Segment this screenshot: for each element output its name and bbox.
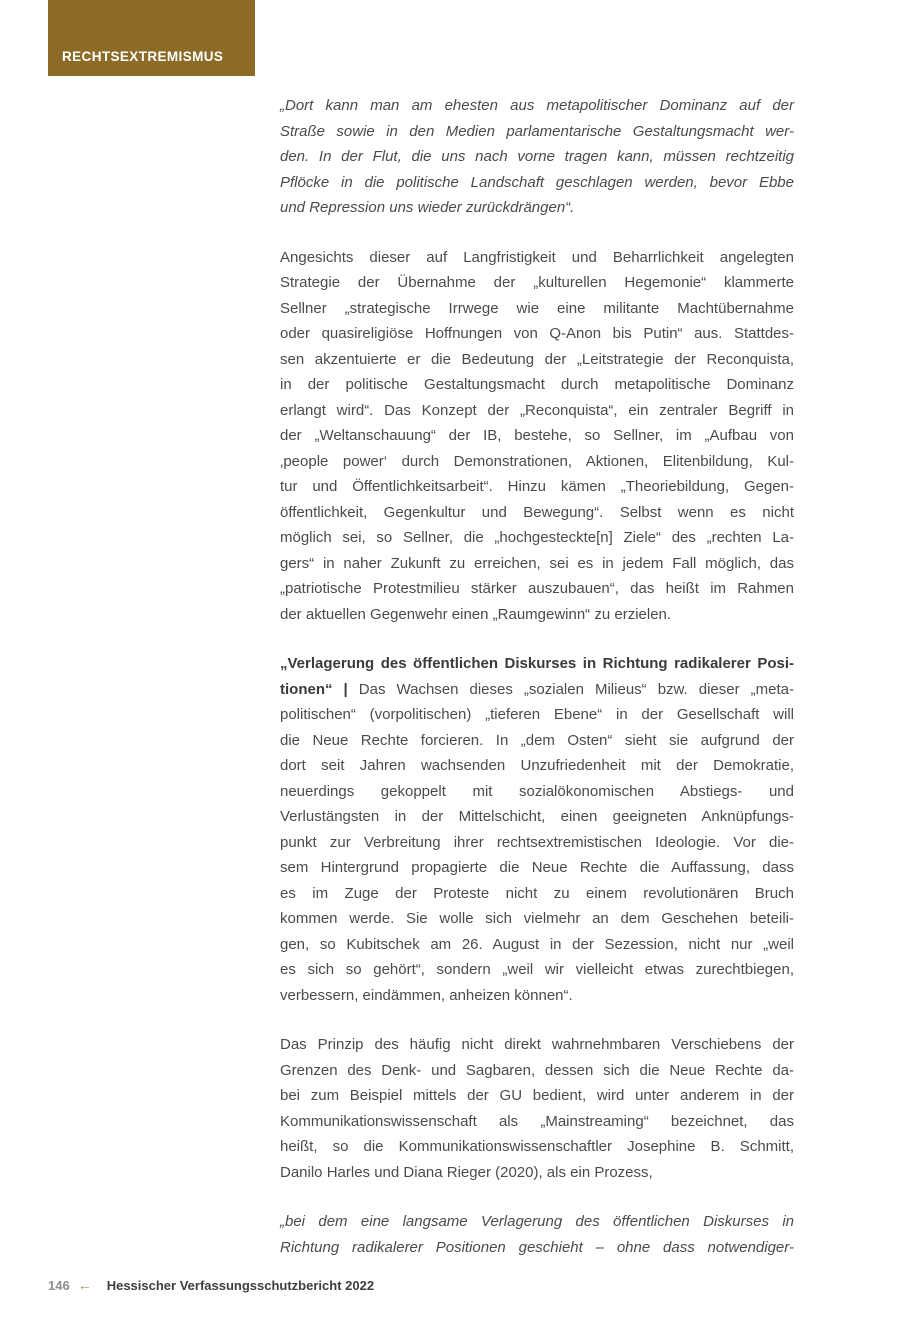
text-line: Grenzen des Denk- und Sagbaren, dessen sich die Neue Rechte da- <box>280 1061 794 1079</box>
text-line: erlangt wird“. Das Konzept der „Reconquista“, ein zentraler Begriff in <box>280 401 794 419</box>
text-line: dort seit Jahren wachsenden Unzufriedenheit mit der Demokratie, <box>280 757 794 774</box>
text-line: es im Zuge der Proteste nicht zu einem revolutionären Bruch <box>280 884 794 902</box>
text-line: Das Prinzip des häufig nicht direkt wahrnehmbaren Verschiebens der <box>280 1036 794 1053</box>
text-line: öffentlichkeit, Gegenkultur und Bewegung“. Selbst wenn es nicht <box>280 503 794 521</box>
text-line: punkt zur Verbreitung ihrer rechtsextremistischen Ideologie. Vor die- <box>280 833 794 851</box>
text-line <box>280 677 794 703</box>
text-line: kommen werde. Sie wolle sich vielmehr an dem Geschehen beteili- <box>280 910 794 927</box>
text-line: Straße sowie in den Medien parlamentarische Gestaltungsmacht wer- <box>280 122 794 140</box>
body-paragraphs <box>280 93 794 1284</box>
paragraph <box>280 1209 794 1260</box>
text-line: verbessern, eindämmen, anheizen können“. <box>280 986 573 1004</box>
text-line: Sellner „strategische Irrwege wie eine militante Machtübernahme <box>280 299 794 317</box>
text-line: die Neue Rechte forcieren. In „dem Osten“ sieht sie aufgrund der <box>280 731 794 749</box>
text-line: „Dort kann man am ehesten aus metapolitischer Dominanz auf der <box>280 97 794 114</box>
text-line: in der politische Gestaltungsmacht durch metapolitische Dominanz <box>280 376 794 393</box>
text-line: der aktuellen Gegenwehr einen „Raumgewinn“ zu erzielen. <box>280 605 672 623</box>
back-arrow-icon: ← <box>77 1277 92 1293</box>
text-line: neuerdings gekoppelt mit sozialökonomischen Abstiegs- und <box>280 782 794 800</box>
text-line: es sich so gehört“, sondern „weil wir vielleicht etwas zurechtbiegen, <box>280 961 794 978</box>
text-line: den. In der Flut, die uns nach vorne tragen kann, müssen rechtzeitig <box>280 148 794 165</box>
text-line: oder quasireligiöse Hoffnungen von Q-Anon bis Putin“ aus. Stattdes- <box>280 325 794 342</box>
text-line: sen akzentuierte er die Bedeutung der „Leitstrategie der Reconquista, <box>280 350 794 368</box>
text-line: Strategie der Übernahme der „kulturellen Hegemonie“ klammerte <box>280 274 794 291</box>
text-line: Richtung radikalerer Positionen geschieht – ohne dass notwendiger- <box>280 1238 794 1256</box>
text-line: gen, so Kubitschek am 26. August in der Sezession, nicht nur „weil <box>280 935 794 953</box>
text-line: bei zum Beispiel mittels der GU bedient, wird unter anderem in der <box>280 1087 794 1104</box>
text-line: sem Hintergrund propagierte die Neue Rechte die Auffassung, dass <box>280 859 794 876</box>
section-label: RECHTSEXTREMISMUS <box>62 49 224 64</box>
text-line: der „Weltanschauung“ der IB, bestehe, so Sellner, im „Aufbau von <box>280 427 794 444</box>
text-line: politischen“ (vorpolitischen) „tieferen Ebene“ in der Gesellschaft will <box>280 706 794 723</box>
text-line <box>280 651 794 677</box>
text-line: Angesichts dieser auf Langfristigkeit und Beharrlichkeit angelegten <box>280 248 794 266</box>
text-run: Das Wachsen dieses „sozialen Milieus“ bzw. dieser „meta- <box>347 680 794 698</box>
page-footer <box>48 1277 374 1293</box>
text-line: „patriotische Protestmilieu stärker auszubauen“, das heißt im Rahmen <box>280 580 794 597</box>
paragraph <box>280 651 794 1008</box>
text-line: Danilo Harles und Diana Rieger (2020), als ein Prozess, <box>280 1163 653 1181</box>
text-line: und Repression uns wieder zurückdrängen“. <box>280 199 575 216</box>
section-tag <box>48 0 255 76</box>
footer-title: Hessischer Verfassungsschutzbericht 2022 <box>106 1278 375 1293</box>
page-number: 146 <box>48 1278 70 1293</box>
text-line: „bei dem eine langsame Verlagerung des öffentlichen Diskurses in <box>280 1213 794 1230</box>
paragraph <box>280 93 794 221</box>
text-line: gers“ in naher Zukunft zu erreichen, sei es in jedem Fall möglich, das <box>280 554 794 572</box>
bold-run: tionen“ | <box>280 680 348 698</box>
text-line: tur und Öffentlichkeitsarbeit“. Hinzu kämen „Theoriebildung, Gegen- <box>280 478 794 495</box>
text-line: heißt, so die Kommunikationswissenschaftler Josephine B. Schmitt, <box>280 1138 794 1155</box>
paragraph <box>280 245 794 628</box>
text-line: möglich sei, so Sellner, die „hochgesteckte[n] Ziele“ des „rechten La- <box>280 529 794 546</box>
text-line: Pflöcke in die politische Landschaft geschlagen werden, bevor Ebbe <box>280 173 794 191</box>
text-line: Verlustängsten in der Mittelschicht, einen geeigneten Anknüpfungs- <box>280 808 794 825</box>
text-line: ‚people power‘ durch Demonstrationen, Aktionen, Elitenbildung, Kul- <box>280 452 794 470</box>
paragraph <box>280 1032 794 1185</box>
text-line: Kommunikationswissenschaft als „Mainstreaming“ bezeichnet, das <box>280 1112 794 1130</box>
bold-run: „Verlagerung des öffentlichen Diskurses in Richtung radikalerer Posi- <box>280 655 794 672</box>
